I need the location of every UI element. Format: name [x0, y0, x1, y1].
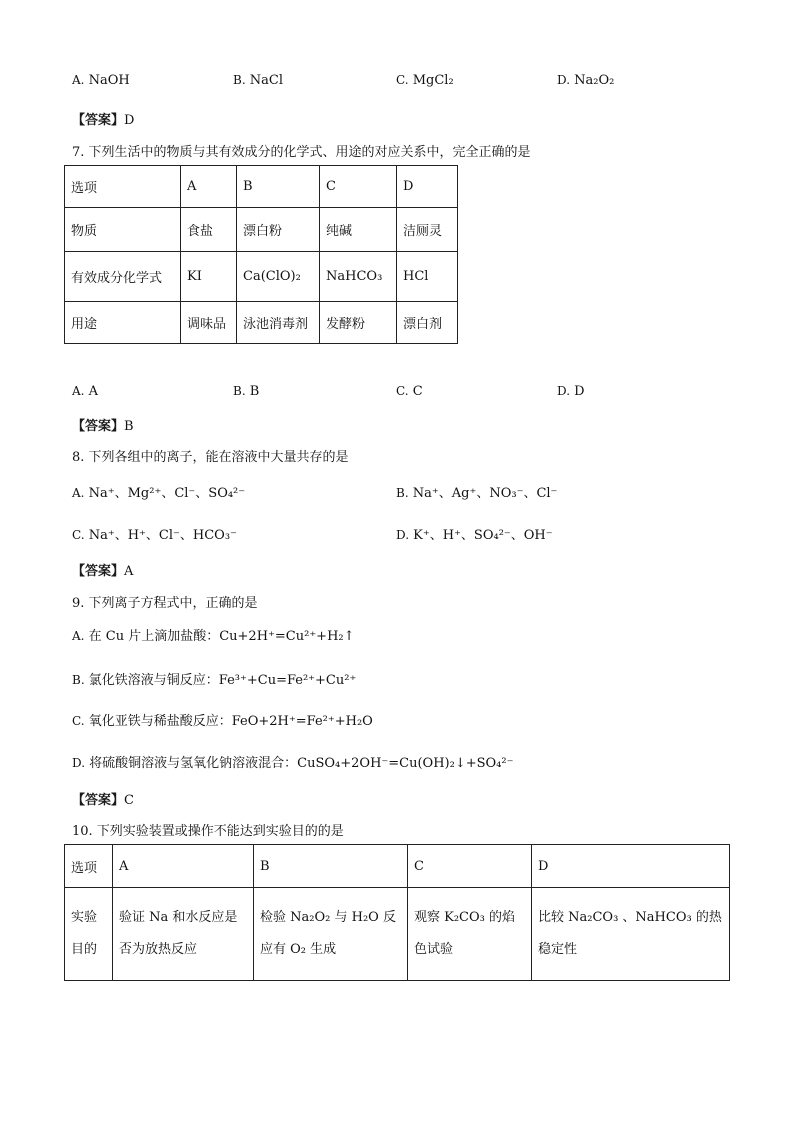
- option-value: K⁺、H⁺、SO₄²⁻、OH⁻: [413, 528, 553, 543]
- option-letter: C.: [72, 528, 85, 542]
- table-row: [65, 252, 458, 302]
- q8-stem: 8. 下列各组中的离子，能在溶液中大量共存的是: [72, 450, 349, 465]
- q10-table: [64, 844, 730, 981]
- table-cell: NaHCO₃: [320, 252, 397, 302]
- option-letter: A.: [72, 384, 85, 398]
- table-cell: B: [237, 166, 320, 208]
- option-letter: B.: [396, 486, 409, 500]
- table-cell: 漂白粉: [237, 208, 320, 252]
- option-letter: D.: [72, 756, 86, 770]
- table-cell: 有效成分化学式: [65, 252, 181, 302]
- q8-option-c: [72, 524, 237, 543]
- table-cell: 检验 Na₂O₂ 与 H₂O 反应有 O₂ 生成: [254, 888, 408, 981]
- table-cell: HCl: [397, 252, 458, 302]
- option-letter: C.: [396, 73, 409, 87]
- table-cell: 选项: [65, 166, 181, 208]
- table-cell: A: [181, 166, 237, 208]
- table-cell: A: [113, 845, 254, 888]
- q7-option-d: [557, 384, 585, 399]
- option-value: Na₂O₂: [574, 73, 615, 88]
- q8-option-d: [396, 524, 553, 543]
- q6-option-d: [557, 73, 614, 88]
- option-value: NaCl: [249, 73, 284, 88]
- option-letter: A.: [72, 73, 85, 87]
- option-letter: C.: [396, 384, 409, 398]
- table-cell: C: [320, 166, 397, 208]
- table-cell: 选项: [65, 845, 113, 888]
- option-letter: B.: [72, 673, 85, 687]
- answer-value: B: [124, 419, 134, 434]
- q9-option-b: [72, 669, 356, 688]
- table-row: [65, 888, 730, 981]
- option-value: 将硫酸铜溶液与氢氧化钠溶液混合：CuSO₄+2OH⁻=Cu(OH)₂↓+SO₄²⁻: [89, 756, 514, 771]
- option-letter: D.: [557, 384, 571, 398]
- q8-option-b: [396, 482, 557, 501]
- table-row: [65, 302, 458, 344]
- option-letter: B.: [233, 73, 246, 87]
- answer-label: 【答案】: [72, 564, 125, 579]
- q7-stem: 7. 下列生活中的物质与其有效成分的化学式、用途的对应关系中，完全正确的是: [72, 145, 531, 160]
- table-cell: 泳池消毒剂: [237, 302, 320, 344]
- option-letter: A.: [72, 486, 85, 500]
- option-value: Na⁺、H⁺、Cl⁻、HCO₃⁻: [88, 528, 237, 543]
- table-cell: D: [397, 166, 458, 208]
- option-value: 在 Cu 片上滴加盐酸：Cu+2H⁺=Cu²⁺+H₂↑: [88, 629, 355, 644]
- table-cell: 用途: [65, 302, 181, 344]
- table-cell: 实验目的: [65, 888, 113, 981]
- table-cell: KI: [181, 252, 237, 302]
- table-cell: 观察 K₂CO₃ 的焰色试验: [408, 888, 532, 981]
- q9-option-c: [72, 710, 373, 729]
- table-cell: 洁厕灵: [397, 208, 458, 252]
- q7-option-c: [396, 384, 423, 399]
- q6-option-c: [396, 73, 454, 88]
- table-cell: 验证 Na 和水反应是否为放热反应: [113, 888, 254, 981]
- table-cell: 物质: [65, 208, 181, 252]
- option-letter: C.: [72, 714, 85, 728]
- q7-answer: [72, 415, 134, 434]
- q6-answer: [72, 109, 134, 128]
- option-value: MgCl₂: [412, 73, 454, 88]
- option-value: A: [88, 384, 99, 399]
- answer-label: 【答案】: [72, 793, 125, 808]
- q6-option-a: [72, 73, 130, 88]
- option-value: NaOH: [88, 73, 130, 88]
- table-cell: 调味品: [181, 302, 237, 344]
- answer-value: A: [124, 564, 134, 579]
- q8-option-a: [72, 482, 245, 501]
- answer-value: D: [124, 113, 135, 128]
- option-value: 氯化铁溶液与铜反应：Fe³⁺+Cu=Fe²⁺+Cu²⁺: [88, 673, 357, 688]
- q9-stem: 9. 下列离子方程式中，正确的是: [72, 596, 258, 611]
- q9-answer: [72, 789, 134, 808]
- table-row: [65, 208, 458, 252]
- option-value: Na⁺、Ag⁺、NO₃⁻、Cl⁻: [412, 486, 558, 501]
- option-value: Na⁺、Mg²⁺、Cl⁻、SO₄²⁻: [88, 486, 246, 501]
- option-letter: B.: [233, 384, 246, 398]
- answer-value: C: [124, 793, 134, 808]
- q8-answer: [72, 560, 133, 579]
- table-cell: 比较 Na₂CO₃ 、NaHCO₃ 的热稳定性: [532, 888, 730, 981]
- table-cell: C: [408, 845, 532, 888]
- answer-label: 【答案】: [72, 113, 125, 128]
- table-cell: Ca(ClO)₂: [237, 252, 320, 302]
- option-letter: D.: [557, 73, 571, 87]
- option-value: 氧化亚铁与稀盐酸反应：FeO+2H⁺=Fe²⁺+H₂O: [88, 714, 373, 729]
- table-cell: B: [254, 845, 408, 888]
- table-cell: 纯碱: [320, 208, 397, 252]
- q10-stem: 10. 下列实验装置或操作不能达到实验目的的是: [72, 824, 344, 839]
- q7-option-a: [72, 384, 98, 399]
- q9-option-a: [72, 625, 355, 644]
- table-cell: 食盐: [181, 208, 237, 252]
- answer-label: 【答案】: [72, 419, 125, 434]
- option-letter: D.: [396, 528, 410, 542]
- q7-option-b: [233, 384, 259, 399]
- table-row: [65, 166, 458, 208]
- table-cell: 漂白剂: [397, 302, 458, 344]
- table-cell: D: [532, 845, 730, 888]
- option-value: D: [574, 384, 585, 399]
- option-value: C: [412, 384, 423, 399]
- q6-option-b: [233, 73, 283, 88]
- option-letter: A.: [72, 629, 85, 643]
- table-cell: 发酵粉: [320, 302, 397, 344]
- table-row: [65, 845, 730, 888]
- option-value: B: [249, 384, 260, 399]
- q7-table: [64, 165, 458, 344]
- q9-option-d: [72, 752, 513, 771]
